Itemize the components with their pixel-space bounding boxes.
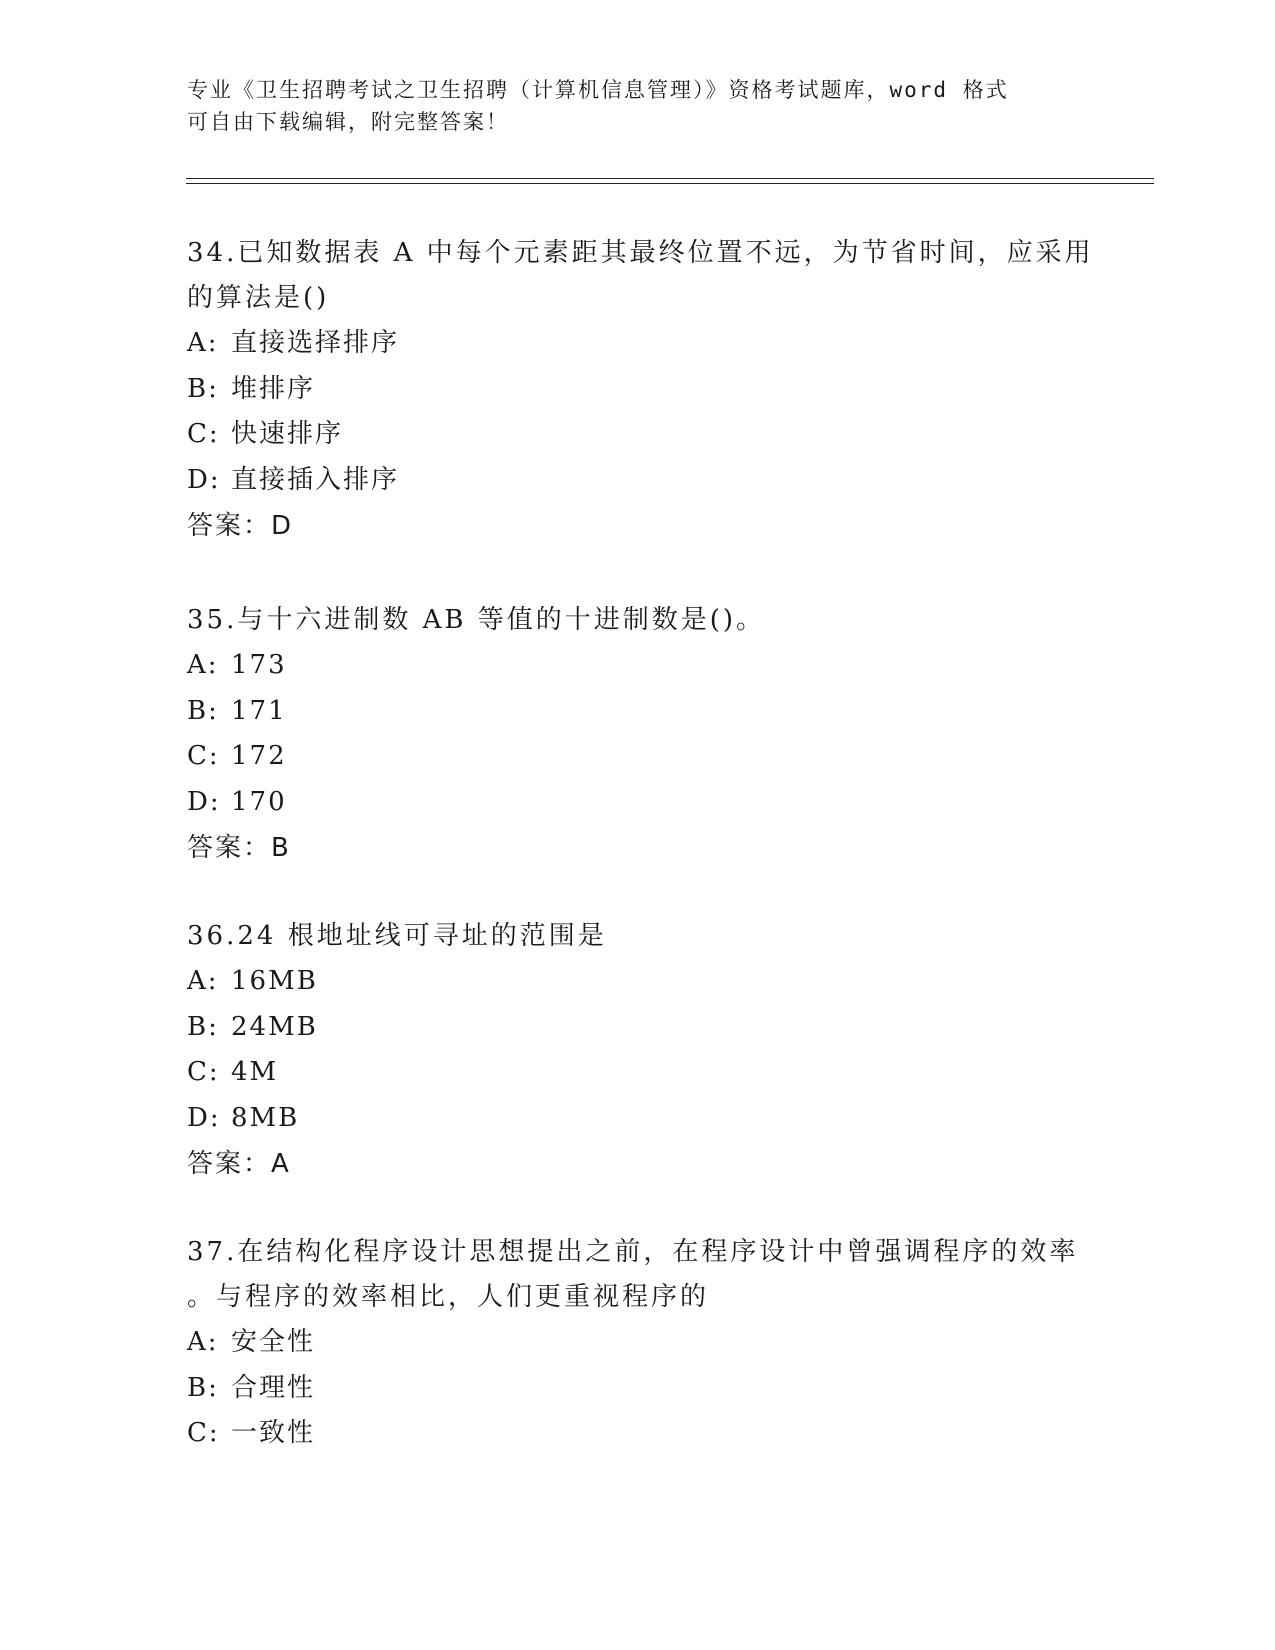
question-34 <box>187 231 1094 549</box>
question-text-line: 的算法是() <box>187 283 330 313</box>
option-text: 16MB <box>231 966 318 996</box>
option-text: 8MB <box>231 1102 300 1133</box>
document-header <box>187 74 1067 138</box>
option-c <box>187 1050 1087 1096</box>
option-text: 173 <box>231 650 287 680</box>
option-key: A: <box>187 1327 219 1357</box>
option-key: B: <box>187 373 219 404</box>
option-key: B: <box>187 1011 219 1042</box>
option-text: 24MB <box>231 1011 318 1042</box>
option-text: 安全性 <box>231 1327 316 1357</box>
option-text: 直接选择排序 <box>231 328 400 358</box>
option-key: C: <box>187 1418 220 1448</box>
option-b <box>187 689 1087 735</box>
question-text-line: 37.在结构化程序设计思想提出之前，在程序设计中曾强调程序的效率 <box>187 1237 1079 1267</box>
question-text-line: 34.已知数据表 A 中每个元素距其最终位置不远，为节省时间，应采用 <box>187 238 1094 268</box>
option-text: 合理性 <box>231 1372 316 1403</box>
option-c <box>187 412 1087 458</box>
option-b <box>187 1366 1087 1412</box>
option-a <box>187 959 1087 1005</box>
header-divider-bottom <box>186 183 1154 184</box>
option-text: 170 <box>231 786 287 817</box>
option-key: C: <box>187 419 220 449</box>
option-key: B: <box>187 695 219 726</box>
option-key: D: <box>187 786 221 817</box>
option-b <box>187 367 1087 413</box>
question-37 <box>187 1230 1087 1457</box>
option-key: A: <box>187 650 219 680</box>
option-key: C: <box>187 1057 220 1087</box>
answer-line: 答案：B <box>187 833 291 863</box>
option-d <box>187 458 1087 504</box>
option-d <box>187 1096 1087 1142</box>
option-key: B: <box>187 1372 219 1403</box>
option-key: C: <box>187 741 220 771</box>
option-text: 4M <box>231 1057 279 1087</box>
header-line-2: 可自由下载编辑，附完整答案！ <box>187 110 509 134</box>
question-text-line: 35.与十六进制数 AB 等值的十进制数是()。 <box>187 605 766 635</box>
option-key: A: <box>187 328 219 358</box>
option-text: 171 <box>231 695 287 726</box>
option-text: 172 <box>231 741 287 771</box>
option-key: D: <box>187 464 221 495</box>
option-a <box>187 321 1087 367</box>
option-c <box>187 1411 1087 1457</box>
question-35 <box>187 598 1087 871</box>
option-text: 一致性 <box>231 1418 316 1448</box>
option-key: A: <box>187 966 219 996</box>
option-text: 堆排序 <box>231 373 316 404</box>
option-a <box>187 643 1087 689</box>
option-d <box>187 780 1087 826</box>
option-c <box>187 734 1087 780</box>
option-b <box>187 1005 1087 1051</box>
header-line-1: 专业《卫生招聘考试之卫生招聘（计算机信息管理）》资格考试题库，word 格式 <box>187 78 1009 102</box>
answer-line: 答案：D <box>187 511 294 541</box>
header-divider-top <box>186 178 1154 179</box>
option-text: 快速排序 <box>231 419 344 449</box>
option-key: D: <box>187 1102 221 1133</box>
option-text: 直接插入排序 <box>231 464 400 495</box>
option-a <box>187 1320 1087 1366</box>
question-text-line: 。与程序的效率相比，人们更重视程序的 <box>187 1282 710 1312</box>
question-36 <box>187 914 1087 1187</box>
question-text-line: 36.24 根地址线可寻址的范围是 <box>187 921 607 951</box>
answer-line: 答案：A <box>187 1149 291 1179</box>
